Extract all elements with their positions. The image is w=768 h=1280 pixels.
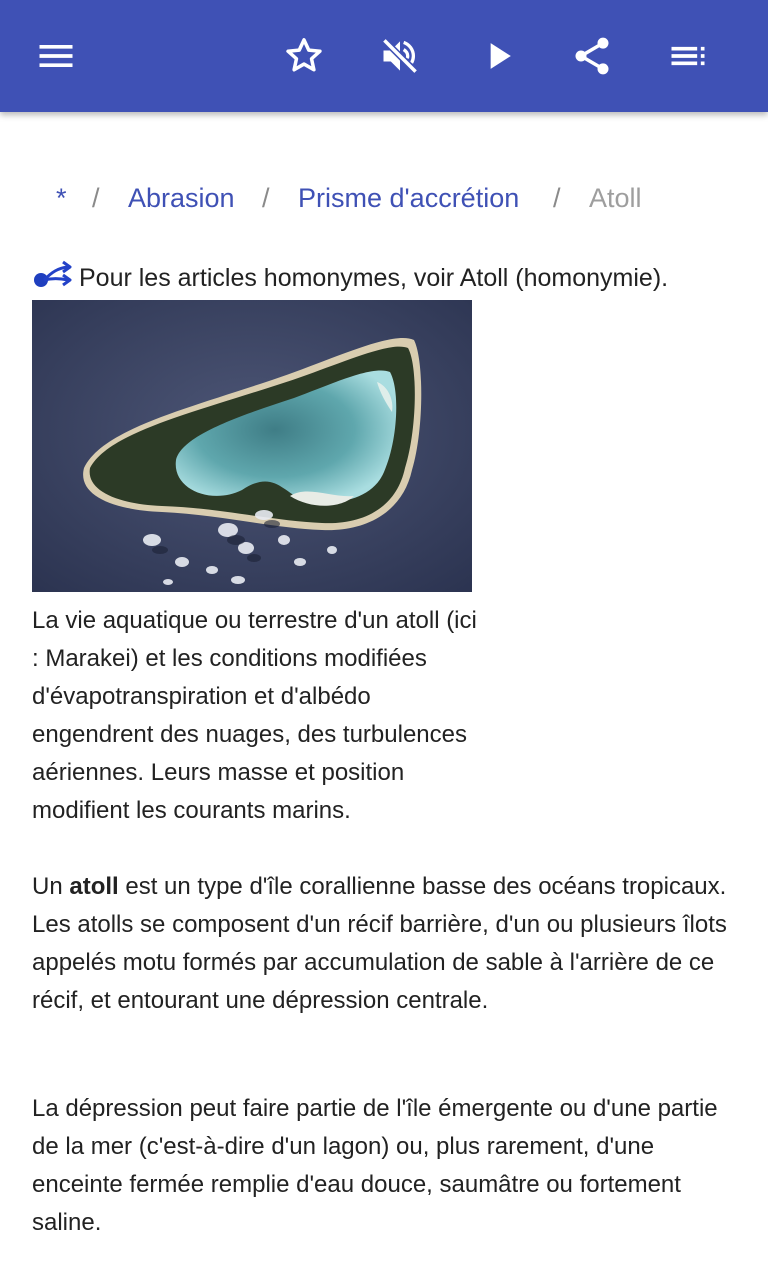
- menu-icon: [34, 34, 78, 78]
- disambiguation-icon: [32, 258, 72, 292]
- contents-button[interactable]: [660, 28, 716, 84]
- breadcrumb-root[interactable]: *: [56, 183, 67, 213]
- breadcrumb-separator: /: [553, 183, 561, 213]
- breadcrumb-current: Atoll: [589, 183, 642, 213]
- article-paragraph-1: [32, 868, 732, 1020]
- play-button[interactable]: [470, 28, 526, 84]
- favorite-button[interactable]: [276, 28, 332, 84]
- atoll-satellite-image[interactable]: [32, 300, 472, 592]
- hatnote-text[interactable]: Pour les articles homonymes, voir Atoll (homonymie).: [79, 264, 669, 292]
- breadcrumb: [0, 176, 768, 220]
- play-icon: [476, 34, 520, 78]
- article-paragraph-2: La dépression peut faire partie de l'île émergente ou d'une partie de la mer (c'est-à-dire d'un lagon) ou, plus rarement, d'une enceinte fermée remplie d'eau douce, saumâtre ou fortement saline.: [32, 1095, 718, 1236]
- table-of-contents-icon: [666, 34, 710, 78]
- image-caption: La vie aquatique ou terrestre d'un atoll (ici : Marakei) et les conditions modifiées d'évapotranspiration et d'albédo engendrent des nuages, des turbulences aériennes. Leurs masse et position modifient les courants marins.: [32, 607, 477, 824]
- atoll-image-graphic: [32, 300, 472, 592]
- menu-button[interactable]: [28, 28, 84, 84]
- breadcrumb-item-abrasion[interactable]: Abrasion: [128, 183, 235, 213]
- article-term: atoll: [69, 873, 119, 900]
- star-outline-icon: [282, 34, 326, 78]
- share-icon: [570, 34, 614, 78]
- hatnote: [32, 256, 742, 300]
- paragraph-text: Un: [32, 873, 70, 900]
- paragraph-text: est un type d'île corallienne basse des océans tropicaux. Les atolls se composent d'un récif barrière, d'un ou plusieurs îlots appelés motu formés par accumulation de sable à l'arrière de ce récif, et entourant une dépression centrale.: [32, 873, 727, 1014]
- breadcrumb-separator: /: [92, 183, 100, 213]
- breadcrumb-separator: /: [262, 183, 270, 213]
- share-button[interactable]: [564, 28, 620, 84]
- app-toolbar: [0, 0, 768, 112]
- breadcrumb-item-prisme[interactable]: Prisme d'accrétion: [298, 183, 520, 213]
- mute-button[interactable]: [372, 28, 428, 84]
- volume-off-icon: [378, 34, 422, 78]
